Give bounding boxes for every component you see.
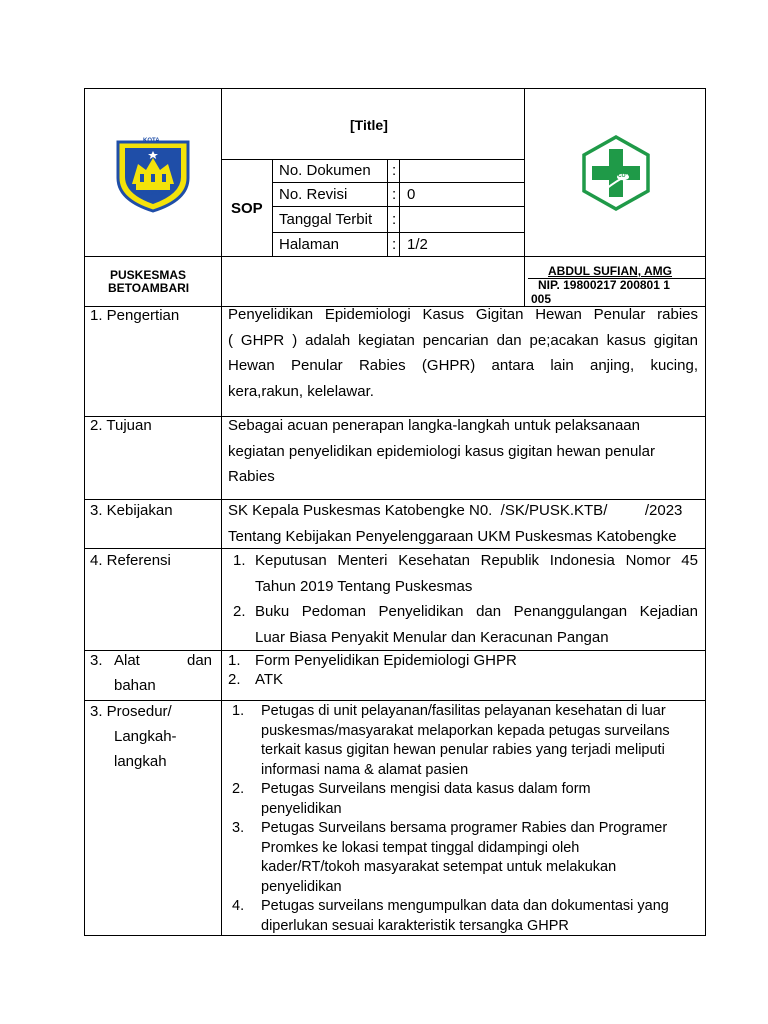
grid-line (221, 159, 524, 160)
signer-name: ABDUL SUFIAN, AMG (548, 264, 672, 278)
text-line: Penyelidikan Epidemiologi Kasus Gigitan Hewan Penular rabies (228, 306, 698, 323)
list-item (232, 780, 702, 819)
list-item (228, 651, 698, 670)
logo-top-text: KOTA (143, 138, 160, 144)
list-number: 2. (228, 671, 241, 688)
grid-line (387, 159, 388, 256)
health-logo (582, 135, 650, 211)
grid-line (84, 256, 706, 257)
text-line: kader/RT/tokoh masyarakat setempat untuk melakukan (261, 859, 617, 875)
list-item (230, 548, 698, 599)
signer-nip-line1: NIP. 19800217 200801 1 (538, 278, 670, 292)
grid-line (272, 206, 524, 207)
text-line: ATK (255, 671, 284, 688)
city-logo (112, 134, 194, 214)
grid-line (84, 700, 706, 701)
field-sep: : (392, 162, 397, 179)
text-line: Petugas di unit pelayanan/fasilitas pelayanan kesehatan di luar (261, 703, 666, 719)
field-sep: : (392, 211, 397, 228)
signer-nip-line2: 005 (531, 292, 552, 306)
section-label-alat-bahan: bahan (114, 677, 156, 694)
logo-right-text: CO (618, 173, 626, 179)
list-item (232, 819, 702, 897)
text-line: Tahun 2019 Tentang Puskesmas (255, 577, 473, 595)
section-body-tujuan (228, 413, 698, 490)
grid-line (272, 182, 524, 183)
list-item (232, 897, 702, 936)
section-label-prosedur-line2: Langkah- (114, 728, 177, 745)
list-number: 3. (232, 820, 245, 836)
text-line: Keputusan Menteri Kesehatan Republik Indonesia Nomor 45 (255, 552, 698, 569)
field-sep: : (392, 236, 397, 253)
list-number: 1. (233, 552, 246, 569)
section-label-alat-dan: dan (187, 652, 213, 669)
text-line: Tentang Kebijakan Penyelenggaraan UKM Puskesmas Katobengke (228, 527, 677, 545)
text-line: kegiatan penyelidikan epidemiologi kasus gigitan hewan penular (228, 442, 655, 460)
text-line: Petugas Surveilans bersama programer Rabies dan Programer (261, 820, 668, 836)
field-value-halaman: 1/2 (407, 236, 428, 253)
list-number: 4. (232, 898, 245, 914)
section-label-alat: Alat (114, 652, 140, 669)
text-line: Rabies (228, 468, 275, 485)
field-label-no-revisi: No. Revisi (279, 186, 348, 203)
list-number: 2. (232, 781, 245, 797)
section-label-kebijakan: 3. Kebijakan (90, 502, 173, 519)
sop-label: SOP (231, 200, 263, 217)
text-line: penyelidikan (261, 878, 342, 895)
logo-bottom-text: BAUBAU (140, 191, 166, 197)
org-name-line2: BETOAMBARI (108, 281, 190, 295)
city-shield-icon (112, 134, 194, 214)
text-line: Luar Biasa Penyakit Menular dan Keracunan Pangan (255, 628, 609, 646)
field-label-no-dokumen: No. Dokumen (279, 162, 371, 179)
section-label-prosedur: 3. Prosedur/ (90, 703, 172, 720)
text-line: Petugas surveilans mengumpulkan data dan dokumentasi yang (261, 898, 669, 914)
section-body-prosedur (232, 702, 702, 936)
field-label-tanggal-terbit: Tanggal Terbit (279, 211, 373, 228)
section-label-referensi: 4. Referensi (90, 552, 171, 569)
list-number: 2. (233, 603, 246, 620)
field-sep: : (392, 186, 397, 203)
section-label-tujuan: 2. Tujuan (90, 417, 152, 434)
section-body-alat (228, 651, 698, 689)
section-label-alat-num: 3. (90, 652, 103, 669)
section-body-pengertian (228, 302, 698, 404)
field-value-no-revisi: 0 (407, 186, 416, 203)
text-line: puskesmas/masyarakat melaporkan kepada petugas surveilans (261, 722, 670, 739)
grid-line (221, 88, 222, 936)
section-label-pengertian: 1. Pengertian (90, 307, 180, 324)
grid-line (272, 159, 273, 256)
text-line: Buku Pedoman Penyelidikan dan Penanggulangan Kejadian (255, 603, 698, 620)
section-label-prosedur-line3: langkah (114, 753, 167, 770)
text-line: Sebagai acuan penerapan langka-langkah untuk pelaksanaan (228, 417, 640, 434)
grid-line (524, 88, 525, 307)
text-line: Promkes ke lokasi tempat tinggal didampingi oleh (261, 839, 580, 856)
org-name-line1: PUSKESMAS (110, 268, 187, 282)
list-item (228, 670, 698, 689)
text-line: Petugas Surveilans mengisi data kasus dalam form (261, 781, 591, 797)
text-line: informasi nama & alamat pasien (261, 761, 469, 778)
text-line: Form Penyelidikan Epidemiologi GHPR (255, 652, 517, 669)
text-line: kera,rakun, kelelawar. (228, 382, 374, 400)
text-line: diperlukan sesuai karakteristik tersangka GHPR (261, 917, 569, 934)
text-line: Hewan Penular Rabies (GHPR) antara lain anjing, kucing, (228, 357, 698, 374)
grid-line (399, 159, 400, 256)
list-number: 1. (232, 703, 245, 719)
section-body-kebijakan (228, 498, 703, 549)
field-label-halaman: Halaman (279, 236, 340, 253)
text-line: SK Kepala Puskesmas Katobengke N0. /SK/PUSK.KTB/ /2023 (228, 502, 683, 519)
document-title: [Title] (350, 117, 388, 133)
list-number: 1. (228, 652, 241, 669)
grid-line (272, 232, 524, 233)
section-body-referensi (230, 548, 698, 650)
text-line: penyelidikan (261, 800, 342, 817)
health-cross-icon (582, 135, 650, 211)
text-line: terkait kasus gigitan hewan penular rabies yang terjadi meliputi (261, 742, 665, 758)
text-line: ( GHPR ) adalah kegiatan pencarian dan pe;acakan kasus gigitan (228, 331, 698, 349)
list-item (232, 702, 702, 780)
list-item (230, 599, 698, 650)
